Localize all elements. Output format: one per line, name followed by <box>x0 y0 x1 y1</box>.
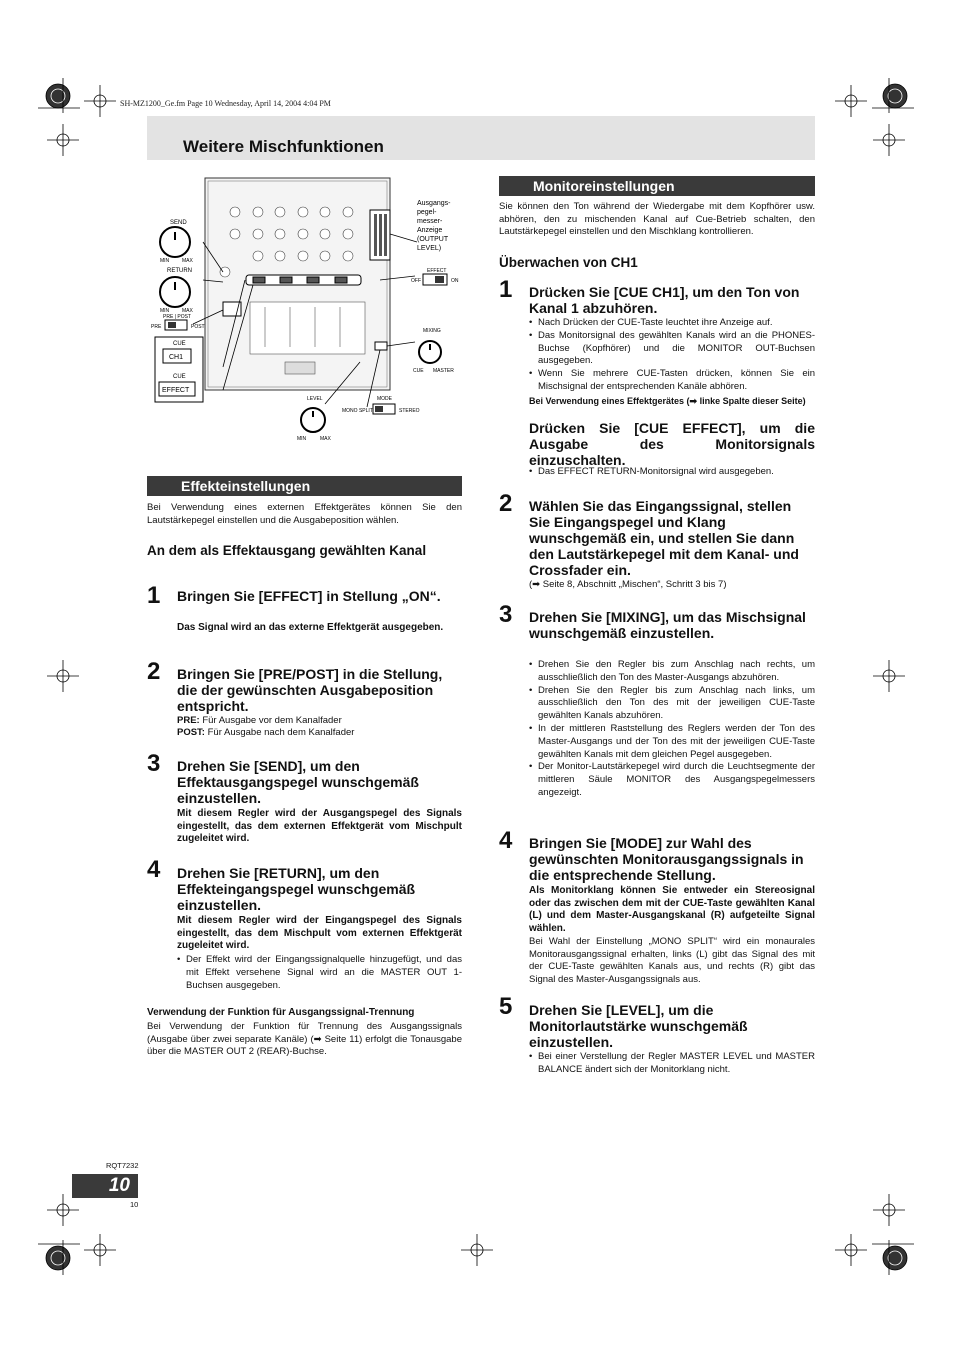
level-knob <box>301 408 325 432</box>
post-description: Für Ausgabe nach dem Kanalfader <box>204 727 355 738</box>
effect-on-label: ON <box>451 278 459 284</box>
return-label: RETURN <box>167 268 192 274</box>
list-item: • In der mittleren Raststellung des Reglers werden der Ton des Master-Ausgangs und der Ton des mit der jeweiligen CUE-Taste gewählten Kanals mit dem gleichen Pegel ausgegeben. <box>529 723 815 761</box>
right-step-4-title: Bringen Sie [MODE] zur Wahl des gewünschten Monitorausgangssignals in die entsprechende Stellung. <box>529 835 804 883</box>
list-item: • Drehen Sie den Regler bis zum Anschlag nach links, um ausschließlich den Ton des mit der jeweiligen CUE-Taste gewählten Kanals abzuhören. <box>529 685 815 723</box>
left-step-1-title: Bringen Sie [EFFECT] in Stellung „ON“. <box>177 588 441 604</box>
usage-text: Bei Verwendung der Funktion für Trennung des Ausgangssignals (Ausgabe über zwei separate Kanäle) (➡ Seite 11) erfolgt die Tonausgabe über die MASTER OUT 2 (REAR)-Buchse. <box>147 1021 462 1057</box>
left-step-2-number: 2 <box>147 658 161 685</box>
right-intro: Sie können den Ton während der Wiedergabe mit dem Kopfhörer usw. abhören, den zu mischenden Kanal auf Cue-Betrieb schalten, den Lautstärkepegel einstellen und den Mischklang kontrollieren. <box>499 201 815 237</box>
right-step-5-bullets <box>529 1051 815 1077</box>
right-step-2-title: Wählen Sie das Eingangssignal, stellen Sie Eingangspegel und Klang wunschgemäß ein, und stellen Sie dann den Lautstärkepegel mit dem Kanal- und Crossfader ein. <box>529 498 799 578</box>
right-step-2-number: 2 <box>499 490 513 517</box>
left-step-1-note: Das Signal wird an das externe Effektgerät ausgegeben. <box>177 622 444 633</box>
level-label: LEVEL <box>307 396 323 402</box>
list-item: • Nach Drücken der CUE-Taste leuchtet ihre Anzeige auf. <box>529 317 815 330</box>
level-max-label: MAX <box>320 436 331 442</box>
send-max-label: MAX <box>182 258 193 264</box>
left-step-3-number: 3 <box>147 750 161 777</box>
list-item: • Bei einer Verstellung der Regler MASTER LEVEL und MASTER BALANCE ändert sich der Monitorklang nicht. <box>529 1051 815 1077</box>
return-knob <box>160 277 190 307</box>
page-title: Weitere Mischfunktionen <box>183 137 384 156</box>
left-step-4-bullets <box>177 954 462 992</box>
left-step-4-number: 4 <box>147 856 161 883</box>
send-min-label: MIN <box>160 258 170 264</box>
right-subheading: Überwachen von CH1 <box>499 255 638 270</box>
mono-split-label: MONO SPLIT <box>342 408 373 414</box>
right-step-1-title: Drücken Sie [CUE CH1], um den Ton von Kanal 1 abzuhören. <box>529 284 800 316</box>
cue-label-1: CUE <box>173 341 186 347</box>
mixer-illustration <box>145 172 465 444</box>
ch1-button-label: CH1 <box>169 354 184 361</box>
model-code: RQT7232 <box>106 1161 139 1170</box>
right-step-4-text: Bei Wahl der Einstellung „MONO SPLIT“ wird ein monaurales Monitorausgangssignal erhalten, links (L) gibt das Signal des mit der CUE-Taste gewählten Kanals aus, und rechts (R) gibt das Signal des Master-Ausgangssignals aus. <box>529 936 815 985</box>
pre-description: Für Ausgabe vor dem Kanalfader <box>199 715 342 726</box>
usage-heading: Verwendung der Funktion für Ausgangssignal-Trennung <box>147 1007 415 1018</box>
list-item: • Der Effekt wird der Eingangssignalquelle hinzugefügt, und das mit Effekt versehene Signal wird an die MASTER OUT 1-Buchsen ausgegeben. <box>177 954 462 992</box>
right-step-3-bullets <box>529 659 815 800</box>
page-number: 10 <box>108 1175 130 1196</box>
right-step-2-reference: (➡ Seite 8, Abschnitt „Mischen“, Schritt 3 bis 7) <box>529 579 727 590</box>
right-step-3-title: Drehen Sie [MIXING], um das Mischsignal wunschgemäß einzustellen. <box>529 609 806 641</box>
effect-button-label: EFFECT <box>162 387 190 394</box>
list-item: • Wenn Sie mehrere CUE-Tasten drücken, können Sie ein Mischsignal der entsprechenden Kanäle abhören. <box>529 368 815 394</box>
file-info: SH-MZ1200_Ge.fm Page 10 Wednesday, April 14, 2004 4:04 PM <box>120 99 331 108</box>
list-item: • Das Monitorsignal des gewählten Kanals wird an die PHONES-Buchse (Kopfhörer) und die MONITOR OUT-Buchsen ausgegeben. <box>529 330 815 368</box>
right-step-4-number: 4 <box>499 827 513 854</box>
right-step-4-note: Als Monitorklang können Sie entweder ein Stereosignal oder das zwischen dem mit der CUE-Taste gewählten Kanal (L) und dem Master-Ausgangskanal (R) aufgeteilte Signal wählen. <box>529 885 815 934</box>
return-max-label: MAX <box>182 308 193 314</box>
mixing-master-label: MASTER <box>433 368 454 374</box>
left-step-3-note: Mit diesem Regler wird der Ausgangspegel des Signals eingestellt, das dem externen Effektgerät vom Mischpult zugeleitet wird. <box>177 808 462 844</box>
left-step-2-pre <box>177 715 462 728</box>
left-step-3-title: Drehen Sie [SEND], um den Effektausgangspegel wunschgemäß einzustellen. <box>177 758 419 806</box>
send-knob <box>160 227 190 257</box>
post-term: POST: <box>177 727 205 738</box>
mixing-knob <box>419 341 441 363</box>
right-step-1-number: 1 <box>499 276 513 303</box>
right-step-1-effect-bullets <box>529 466 815 479</box>
left-subheading: An dem als Effektausgang gewählten Kanal <box>147 543 427 558</box>
effect-switch-label: EFFECT <box>427 268 447 274</box>
right-step-5-number: 5 <box>499 993 513 1020</box>
pre-term: PRE: <box>177 715 200 726</box>
right-step-1-bullets <box>529 317 815 394</box>
pre-post-label: PRE | POST <box>163 314 191 320</box>
output-level-meter-label: Ausgangs-pegel-messer-Anzeige (OUTPUT LEVEL) <box>417 200 451 252</box>
effect-off-label: OFF <box>411 278 421 284</box>
right-step-3-number: 3 <box>499 601 513 628</box>
title-bar <box>147 116 815 160</box>
return-min-label: MIN <box>160 308 170 314</box>
right-step-1-effect-note: Bei Verwendung eines Effektgerätes (➡ linke Spalte dieser Seite) <box>529 396 806 406</box>
level-min-label: MIN <box>297 436 307 442</box>
mode-label: MODE <box>377 396 392 402</box>
section-effekteinstellungen: Effekteinstellungen <box>147 476 462 496</box>
page-number-box <box>72 1174 138 1198</box>
list-item: • Das EFFECT RETURN-Monitorsignal wird ausgegeben. <box>529 466 815 479</box>
left-intro: Bei Verwendung eines externen Effektgerätes können Sie den Lautstärkepegel einstellen und die Ausgabeposition wählen. <box>147 502 462 526</box>
left-step-2-post <box>177 727 462 740</box>
page-number-small: 10 <box>130 1200 139 1209</box>
section-monitoreinstellungen: Monitoreinstellungen <box>499 176 815 196</box>
cue-button-row <box>246 275 361 285</box>
pre-label: PRE <box>151 324 162 330</box>
left-step-4-note: Mit diesem Regler wird der Eingangspegel des Signals eingestellt, das dem Mischpult vom externen Effektgerät zugeleitet wird. <box>177 915 462 951</box>
post-label: POST <box>191 324 205 330</box>
left-step-1-number: 1 <box>147 582 161 609</box>
right-step-5-title: Drehen Sie [LEVEL], um die Monitorlautstärke wunschgemäß einzustellen. <box>529 1002 748 1050</box>
list-item: • Drehen Sie den Regler bis zum Anschlag nach rechts, um ausschließlich den Ton des Master-Ausgangs abzuhören. <box>529 659 815 685</box>
right-step-1-effect-title: Drücken Sie [CUE EFFECT], um die Ausgabe des Monitorsignals einzuschalten. <box>529 420 815 468</box>
left-step-2-title: Bringen Sie [PRE/POST] in die Stellung, die der gewünschten Ausgabeposition entspricht. <box>177 666 443 714</box>
mixing-label: MIXING <box>423 328 441 334</box>
mixing-cue-label: CUE <box>413 368 424 374</box>
send-label: SEND <box>170 220 187 226</box>
list-item: • Der Monitor-Lautstärkepegel wird durch die Leuchtsegmente der mittleren Säule MONITOR des Ausgangspegelmessers angezeigt. <box>529 761 815 799</box>
cue-label-2: CUE <box>173 374 186 380</box>
left-step-4-title: Drehen Sie [RETURN], um den Effekteingangspegel wunschgemäß einzustellen. <box>177 865 416 913</box>
stereo-label: STEREO <box>399 408 420 414</box>
